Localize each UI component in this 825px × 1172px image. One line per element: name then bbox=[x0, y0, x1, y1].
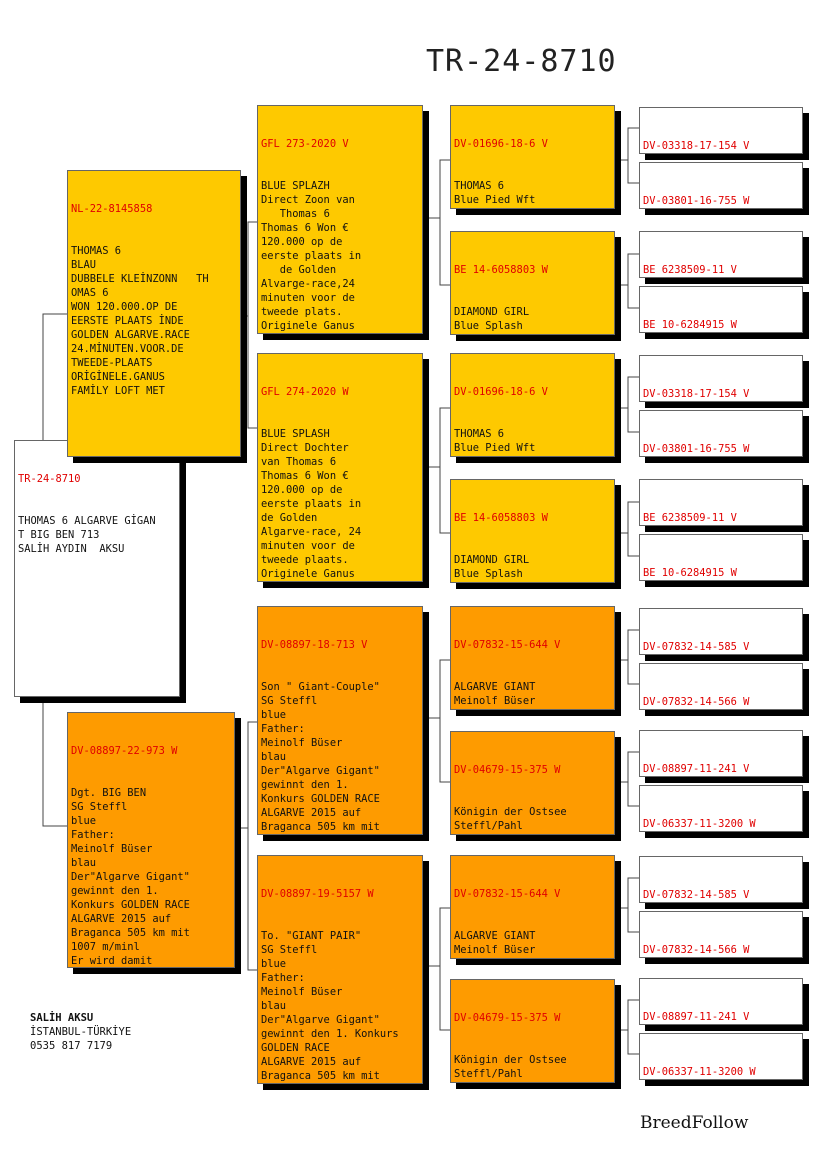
ancestor-card-4 bbox=[639, 286, 803, 333]
pedigree-title: TR-24-8710 bbox=[426, 44, 617, 79]
pigeon-details: To. "GIANT PAIR" SG Steffl blue Father: Meinolf Büser blau Der"Algarve Gigant" gewinnt den 1. Konkurs GOLDEN RACE ALGARVE 2015 auf Braganca 505 km mit bbox=[261, 930, 399, 1082]
great-grandparent-card-7 bbox=[450, 855, 615, 959]
ring-number: BE 10-6284915 W bbox=[643, 319, 737, 331]
sire-card bbox=[67, 170, 241, 457]
ancestor-card-12 bbox=[639, 785, 803, 832]
pigeon-details: THOMAS 6 Blue Pied Wft bbox=[454, 180, 536, 206]
ring-number: DV-03801-16-755 W bbox=[643, 195, 750, 207]
ring-number: BE 14-6058803 W bbox=[454, 512, 548, 524]
ring-number: DV-03318-17-154 V bbox=[643, 388, 750, 400]
ring-number: TR-24-8710 bbox=[18, 473, 81, 485]
ring-number: DV-08897-18-713 V bbox=[261, 639, 368, 651]
ancestor-card-11 bbox=[639, 730, 803, 777]
ancestor-card-9 bbox=[639, 608, 803, 655]
ring-number: DV-07832-14-585 V bbox=[643, 641, 750, 653]
ring-number: DV-07832-15-644 V bbox=[454, 639, 561, 651]
great-grandparent-card-8 bbox=[450, 979, 615, 1083]
pigeon-details: DIAMOND GIRL Blue Splash bbox=[454, 306, 530, 332]
ring-number: DV-03318-17-154 V bbox=[643, 140, 750, 152]
dam-card bbox=[67, 712, 235, 968]
ring-number: DV-06337-11-3200 W bbox=[643, 1066, 756, 1078]
great-grandparent-card-2 bbox=[450, 231, 615, 335]
pigeon-details: BLUE SPLASH Direct Dochter van Thomas 6 Thomas 6 Won € 120.000 op de eerste plaats in de Golden Algarve-race, 24 minuten voor de tweede plaats. Originele Ganus bbox=[261, 428, 362, 580]
great-grandparent-card-4 bbox=[450, 479, 615, 583]
pigeon-details: DIAMOND GIRL Blue Splash bbox=[454, 554, 530, 580]
grandparent-card-1 bbox=[257, 105, 423, 334]
ancestor-card-14 bbox=[639, 911, 803, 958]
ancestor-card-16 bbox=[639, 1033, 803, 1080]
owner-phone: 0535 817 7179 bbox=[30, 1040, 113, 1052]
brand-logo-text: BreedFollow bbox=[640, 1113, 749, 1133]
ancestor-card-10 bbox=[639, 663, 803, 710]
ring-number: GFL 273-2020 V bbox=[261, 138, 349, 150]
pigeon-details: BLUE SPLAZH Direct Zoon van Thomas 6 Thomas 6 Won € 120.000 op de eerste plaats in de Golden Alvarge-race,24 minuten voor de tweede plats. Originele Ganus bbox=[261, 180, 362, 332]
owner-city: İSTANBUL-TÜRKİYE bbox=[30, 1026, 132, 1038]
ancestor-card-6 bbox=[639, 410, 803, 457]
ring-number: BE 14-6058803 W bbox=[454, 264, 548, 276]
ancestor-card-2 bbox=[639, 162, 803, 209]
ring-number: DV-08897-11-241 V bbox=[643, 1011, 750, 1023]
ring-number: DV-01696-18-6 V bbox=[454, 386, 548, 398]
ring-number: DV-03801-16-755 W bbox=[643, 443, 750, 455]
great-grandparent-card-6 bbox=[450, 731, 615, 835]
great-grandparent-card-1 bbox=[450, 105, 615, 209]
ring-number: DV-07832-14-566 W bbox=[643, 696, 750, 708]
ring-number: DV-08897-11-241 V bbox=[643, 763, 750, 775]
ring-number: DV-08897-22-973 W bbox=[71, 745, 178, 757]
ring-number: DV-07832-14-566 W bbox=[643, 944, 750, 956]
grandparent-card-4 bbox=[257, 855, 423, 1084]
pigeon-details: Son " Giant-Couple" SG Steffl blue Father: Meinolf Büser blau Der"Algarve Gigant" gewinnt den 1. Konkurs GOLDEN RACE ALGARVE 2015 auf Braganca 505 km mit bbox=[261, 681, 380, 833]
ring-number: DV-01696-18-6 V bbox=[454, 138, 548, 150]
ring-number: NL-22-8145858 bbox=[71, 203, 153, 215]
ancestor-card-5 bbox=[639, 355, 803, 402]
great-grandparent-card-5 bbox=[450, 606, 615, 710]
great-grandparent-card-3 bbox=[450, 353, 615, 457]
ring-number: BE 6238509-11 V bbox=[643, 264, 737, 276]
ring-number: BE 6238509-11 V bbox=[643, 512, 737, 524]
ring-number: DV-07832-14-585 V bbox=[643, 889, 750, 901]
pigeon-details: THOMAS 6 ALGARVE GİGAN T BIG BEN 713 SALİH AYDIN AKSU bbox=[18, 515, 156, 555]
ancestor-card-3 bbox=[639, 231, 803, 278]
pigeon-details: Königin der Ostsee Steffl/Pahl bbox=[454, 806, 567, 832]
pigeon-details: Königin der Ostsee Steffl/Pahl bbox=[454, 1054, 567, 1080]
ring-number: BE 10-6284915 W bbox=[643, 567, 737, 579]
ancestor-card-15 bbox=[639, 978, 803, 1025]
owner-info bbox=[30, 1011, 131, 1053]
pigeon-details: THOMAS 6 BLAU DUBBELE KLEİNZONN TH OMAS 6 WON 120.000.OP DE EERSTE PLAATS İNDE GOLDEN ALGARVE.RACE 24.MİNUTEN.VOOR.DE TWEEDE-PLAATS ORİGİNELE.GANUS FAMİLY LOFT MET bbox=[71, 245, 209, 397]
ancestor-card-1 bbox=[639, 107, 803, 154]
pigeon-details: ALGARVE GIANT Meinolf Büser bbox=[454, 930, 536, 956]
pigeon-details: THOMAS 6 Blue Pied Wft bbox=[454, 428, 536, 454]
pigeon-details: ALGARVE GIANT Meinolf Büser bbox=[454, 681, 536, 707]
ring-number: DV-08897-19-5157 W bbox=[261, 888, 374, 900]
pigeon-details: Dgt. BIG BEN SG Steffl blue Father: Meinolf Büser blau Der"Algarve Gigant" gewinnt den 1. Konkurs GOLDEN RACE ALGARVE 2015 auf Braganca 505 km mit 1007 m/minl Er wird damit bbox=[71, 787, 190, 967]
ancestor-card-8 bbox=[639, 534, 803, 581]
ring-number: GFL 274-2020 W bbox=[261, 386, 349, 398]
subject-pigeon-card bbox=[14, 440, 180, 697]
owner-name: SALİH AKSU bbox=[30, 1012, 94, 1024]
ring-number: DV-04679-15-375 W bbox=[454, 764, 561, 776]
grandparent-card-2 bbox=[257, 353, 423, 582]
ancestor-card-7 bbox=[639, 479, 803, 526]
grandparent-card-3 bbox=[257, 606, 423, 835]
ancestor-card-13 bbox=[639, 856, 803, 903]
ring-number: DV-07832-15-644 V bbox=[454, 888, 561, 900]
ring-number: DV-06337-11-3200 W bbox=[643, 818, 756, 830]
ring-number: DV-04679-15-375 W bbox=[454, 1012, 561, 1024]
